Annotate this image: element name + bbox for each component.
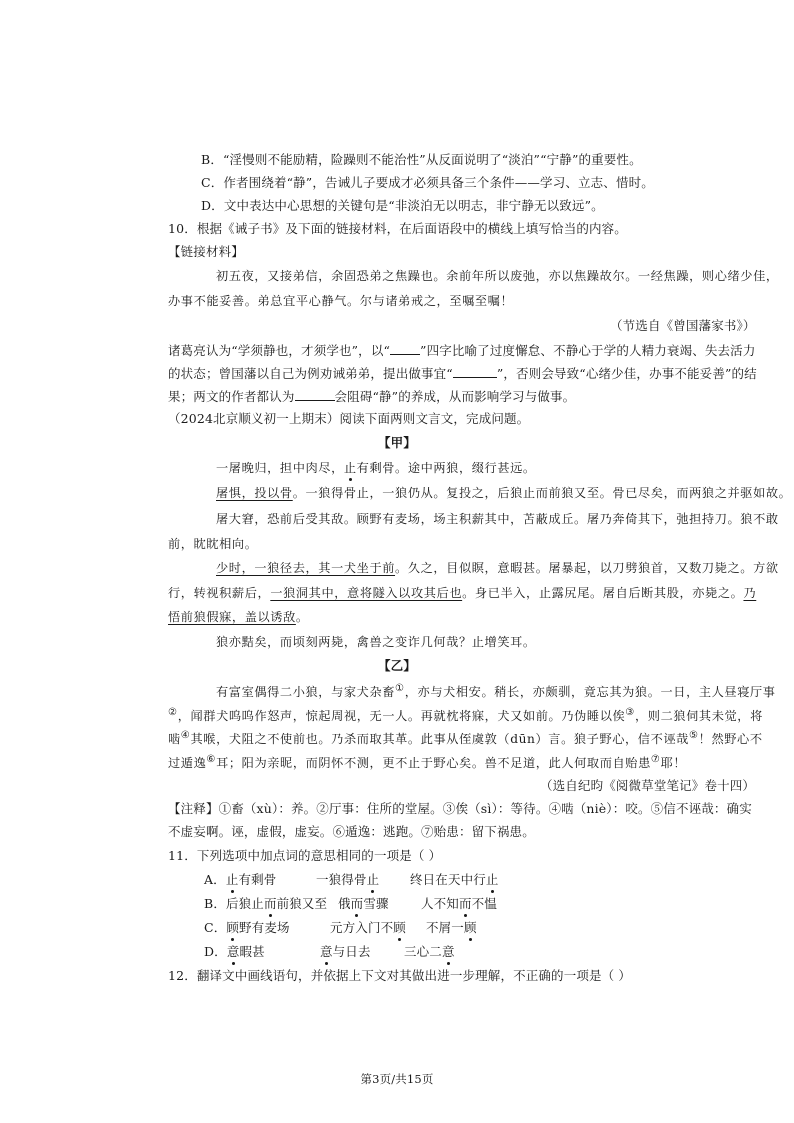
question-10-stem: 10．根据《诫子书》及下面的链接材料，在后面语段中的横线上填写恰当的内容。 [168, 221, 627, 236]
option-11a-word-3-text-dotted-char-1: 止 [485, 872, 499, 887]
option-11d-word-3-text [404, 944, 455, 959]
option-11d-word-1-text-2: 暇甚 [239, 944, 265, 959]
option-11c-word-2-text-dotted-char-1: 顾 [393, 920, 406, 935]
jia-paragraph-1 [216, 459, 536, 477]
jia-p1-b: 有剩骨。途中两狼，缀行甚远。 [356, 461, 536, 475]
option-11b-word-2-text-text-0: 俄 [338, 896, 351, 911]
note-marker-1: ① [395, 683, 405, 694]
option-11b-word-1-text-0: 后狼止 [226, 896, 264, 911]
yi-line-2 [168, 704, 763, 725]
jia-paragraph-4-line-2 [168, 584, 756, 602]
option-11b-word-2 [338, 895, 389, 913]
option-11b-word-3 [421, 895, 497, 913]
option-9d: D．文中表达中心思想的关键句是“非淡泊无以明志，非宁静无以致远”。 [201, 198, 604, 213]
option-11c-label: C． [204, 920, 227, 935]
reading-intro: （2024北京顺义初一上期末）阅读下面两则文言文，完成问题。 [168, 411, 530, 426]
option-11a-word-2-text-text-0: 一狼得骨 [316, 872, 367, 887]
yi-source: （选自纪昀《阅微草堂笔记》卷十四） [540, 778, 756, 793]
note-marker-6: ⑥ [206, 754, 217, 765]
jia-p4-underlined-3a: 乃 [743, 586, 757, 600]
jia-paragraph-3-line-1: 屠大窘，恐前后受其敌。顾野有麦场，场主积薪其中，苫蔽成丘。屠乃奔倚其下，弛担持刀。狼不敢 [216, 512, 779, 526]
yi-l4-c: 耶！ [660, 756, 687, 771]
option-11a-word-3-text [410, 872, 499, 887]
question-12-stem: 12．翻译文中画线语句，并依据上下文对其做出进一步理解，不正确的一项是（ ） [168, 968, 632, 983]
yi-l2-a: ，闻群犬呜呜作怒声，惊起周视，无一人。再就枕将寐，犬又如前。乃伪睡以俟 [177, 709, 626, 724]
option-9b: B．“淫慢则不能励精，险躁则不能治性”从反面说明了“淡泊”“宁静”的重要性。 [201, 152, 642, 167]
note-marker-3: ③ [625, 707, 635, 718]
fill-line-3 [168, 387, 575, 406]
jia-p1-a: 一屠晚归，担中肉尽， [216, 461, 344, 475]
option-11b-word-2-text-dotted-char-1: 而 [350, 896, 364, 911]
option-11c-word-3 [426, 919, 477, 937]
fill-line-3-b: 会阻碍“静”的养成，从而影响学习与做事。 [334, 389, 576, 404]
link-material-line-1: 初五夜，又接弟信，余固恐弟之焦躁也。余前年所以废弛，亦以焦躁故尔。一经焦躁，则心绪少佳， [216, 269, 779, 283]
option-11c-word-1-text-2: 野有麦场 [239, 920, 290, 935]
option-11a-word-1-text-1: 有剩骨 [238, 872, 277, 887]
option-11b-word-3-text-text-0: 人不知 [421, 896, 459, 911]
jia-p4-underlined-2: 一狼洞其中，意将隧入以攻其后也 [270, 586, 463, 600]
fill-line-2-a: 的状态；曾国藩以自己为例劝诫弟弟，提出做事宜“ [168, 366, 453, 381]
note-marker-7: ⑦ [650, 754, 661, 765]
note-marker-2: ② [168, 707, 178, 718]
page-number: 第3页/共15页 [360, 1072, 434, 1086]
option-11c-word-1-dotted-char-1: 顾 [226, 920, 240, 935]
option-11d-word-1 [227, 944, 265, 959]
option-11c-word-2-text [330, 920, 406, 935]
note-marker-4: ④ [180, 730, 191, 741]
option-11d-word-3-text-text-0: 三心二 [404, 944, 442, 959]
option-11d-word-2 [320, 943, 371, 961]
option-11b-word-3-text-text-2: 不愠 [471, 896, 497, 911]
option-11b-word-2-text-text-2: 雪骤 [363, 896, 389, 911]
note-marker-5: ⑤ [688, 730, 699, 741]
option-11b-word-1-text-2: 前狼又至 [276, 896, 328, 911]
option-11b[interactable] [204, 895, 327, 913]
jia-p4-underlined-1: 少时，一狼径去，其一犬坐于前 [216, 561, 396, 575]
fill-line-1-b: ”四字比喻了过度懈怠、不静心于学的人精力衰竭、失去活力 [420, 343, 756, 358]
yi-l3-a: 啮 [168, 732, 181, 747]
option-11a-word-3-text-text-0: 终日在天中行 [410, 872, 486, 887]
yi-l1-a: 有富室偶得二小狼，与家犬杂畜 [216, 685, 396, 700]
option-11c-word-3-text-text-0: 不屑一 [426, 920, 464, 935]
answer-blank-2[interactable] [453, 364, 497, 378]
option-11d-label: D． [204, 944, 227, 959]
jia-p1-dotted-word: 止 [343, 461, 357, 475]
text-jia-heading: 【甲】 [378, 435, 416, 450]
yi-l4-b: 耳；阳为亲昵，而阴怀不测，更不止于野心矣。兽不足道，此人何取而自贻患 [216, 756, 651, 771]
yi-l2-b: ，则二狼伺其未觉，将 [635, 709, 763, 724]
answer-blank-1[interactable] [390, 341, 420, 355]
option-11a-word-2-text [316, 872, 379, 887]
jia-p2-underlined: 屠惧，投以骨 [216, 486, 293, 500]
jia-paragraph-2 [216, 484, 791, 502]
option-11d-word-3 [404, 943, 455, 961]
option-11c-word-2 [330, 919, 406, 937]
answer-blank-3[interactable] [295, 387, 335, 401]
text-yi-heading: 【乙】 [378, 658, 416, 673]
option-11b-word-2-text [338, 896, 389, 911]
fill-line-1-a: 诸葛亮认为“学须静也，才须学也”，以“ [168, 343, 391, 358]
jia-p4-underlined-3b: 悟前狼假寐，盖以诱敌 [168, 610, 296, 624]
link-material-source: （节选自《曾国藩家书》） [610, 318, 756, 333]
link-material-line-2: 办事不能妥善。弟总宜平心静气。尔与诸弟戒之，至嘱至嘱！ [168, 294, 514, 308]
jia-p4-l2-a: 行，转视积薪后， [168, 586, 271, 600]
notes-line-2: 不虚妄啊。诬，虚假，虚妄。⑥遁逸：逃跑。⑦贻患：留下祸患。 [168, 824, 535, 839]
yi-l3-c: ！然野心不 [698, 732, 763, 747]
option-11a-word-2-text-dotted-char-1: 止 [366, 872, 380, 887]
fill-line-3-a: 果；两文的作者都认为 [168, 389, 295, 404]
option-9c: C．作者围绕着“静”，告诫儿子要成才必须具备三个条件——学习、立志、惜时。 [201, 175, 654, 190]
jia-p2-rest: 。一狼得骨止，一狼仍从。复投之，后狼止而前狼又至。骨已尽矣，而两狼之并驱如故。 [292, 486, 792, 500]
option-11b-label: B． [204, 896, 226, 911]
option-11a-word-3 [410, 871, 499, 889]
option-11c[interactable] [204, 919, 290, 937]
option-11c-word-1 [226, 920, 289, 935]
option-11b-word-3-text-dotted-char-1: 而 [458, 896, 472, 911]
option-11a-word-1 [226, 872, 277, 887]
jia-p4-l3-rest: 。 [295, 610, 309, 624]
jia-p4-l1-rest: 。久之，目似瞑，意暇甚。屠暴起，以刀劈狼首，又数刀毙之。方欲 [395, 561, 779, 575]
option-11a-word-1-dotted-char-0: 止 [225, 872, 239, 887]
jia-paragraph-5: 狼亦黠矣，而顷刻两毙，禽兽之变诈几何哉？止增笑耳。 [216, 635, 536, 649]
yi-line-4 [168, 751, 686, 772]
option-11d-word-2-text-dotted-char-1: 意 [320, 944, 333, 959]
option-11d-word-2-text [320, 944, 371, 959]
option-11d[interactable] [204, 943, 265, 961]
option-11d-word-1-dotted-char-1: 意 [226, 944, 240, 959]
option-11c-word-2-text-text-0: 元方入门不 [330, 920, 394, 935]
yi-line-3 [168, 727, 763, 748]
option-11d-word-2-text-text-2: 与日去 [332, 944, 371, 959]
yi-l1-b: ，亦与犬相安。稍长，亦颇驯，竟忘其为狼。一日，主人昼寝厅事 [404, 685, 776, 700]
option-11b-word-3-text [421, 896, 497, 911]
notes-line-1: 【注释】①畜（xù）：养。②厅事：住所的堂屋。③俟（sì）：等待。④啮（niè）：咬。⑤信不诬哉：确实 [168, 801, 752, 816]
option-11a-word-2 [316, 871, 379, 889]
jia-paragraph-3-line-2: 前，眈眈相向。 [168, 537, 258, 551]
option-11d-word-3-text-dotted-char-1: 意 [441, 944, 455, 959]
jia-paragraph-4-line-1 [216, 559, 779, 577]
option-11a-label: A． [204, 872, 226, 887]
jia-paragraph-4-line-3 [168, 608, 309, 626]
option-11b-word-1-dotted-char-1: 而 [263, 896, 277, 911]
question-11-stem: 11．下列选项中加点词的意思相同的一项是（ ） [168, 848, 442, 863]
fill-line-2 [168, 364, 757, 383]
yi-line-1 [216, 680, 776, 701]
option-11a[interactable] [204, 871, 276, 889]
fill-line-1 [168, 341, 755, 360]
option-11c-word-3-text-dotted-char-1: 顾 [463, 920, 477, 935]
yi-l4-a: 过遁逸 [168, 756, 207, 771]
jia-p4-l2-b: 。身已半入，止露尻尾。屠自后断其股，亦毙之。 [462, 586, 744, 600]
fill-line-2-b: ”，否则会导致“心绪少佳，办事不能妥善”的结 [496, 366, 757, 381]
yi-l3-b: 其喉，犬阻之不使前也。乃杀而取其革。此事从侄虞敦（dūn）言。狼子野心，信不诬哉 [190, 732, 689, 747]
option-11b-word-1 [226, 896, 327, 911]
link-material-label: 【链接材料】 [168, 244, 244, 259]
option-11c-word-3-text [426, 920, 477, 935]
